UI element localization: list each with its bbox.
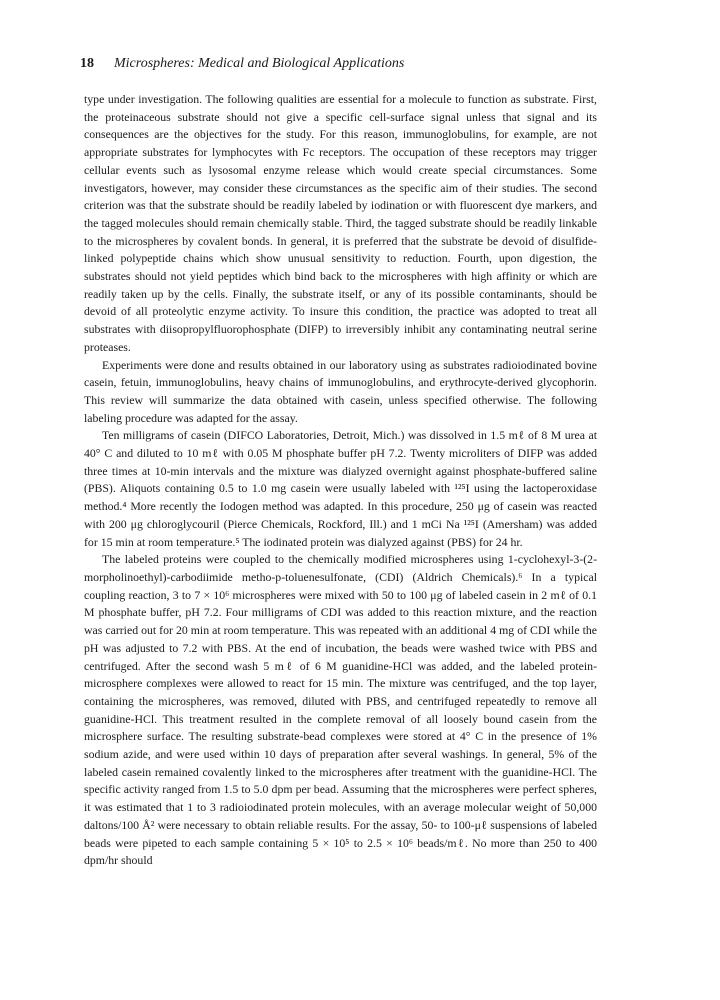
book-title: Microspheres: Medical and Biological Applications [114, 56, 405, 71]
running-head [80, 55, 610, 73]
paragraph-substrate-criteria: type under investigation. The following qualities are essential for a molecule to function as substrate. First, the proteinaceous substrate should not give a specific cell-surface signal unless that signal and its consequences are the objectives for the study. For this reason, immunoglobulins, for example, are not appropriate substrates for lymphocytes with Fc receptors. The occupation of these receptors may trigger cellular events such as lysosomal enzyme release which would create special circumstances. Some investigators, however, may consider these circumstances as the specific aim of their studies. The second criterion was that the substrate should be readily labeled by iodination or with fluorescent dye markers, and the tagged molecules should remain chemically stable. Third, the tagged substrate should be readily linkable to the microspheres by covalent bonds. In general, it is preferred that the substrate be devoid of disulfide-linked polypeptide chains which show unusual sensitivity to reduction. Fourth, upon digestion, the substrates should not yield peptides which bind back to the microspheres with high affinity or which are readily taken up by the cells. Finally, the substrate itself, or any of its possible contaminants, should be devoid of all proteolytic enzyme activity. To insure this condition, the practice was adopted to treat all substrates with diisopropylfluorophosphate (DIFP) to irreversibly inhibit any contaminating neutral serine proteases. [84, 92, 597, 354]
paragraph-coupling-procedure: The labeled proteins were coupled to the chemically modified microspheres using 1-cyclohexyl-3-(2-morpholinoethyl)-carbodiimide metho-p-toluenesulfonate, (CDI) (Aldrich Chemicals).⁶ In a typical coupling reaction, 3 to 7 × 10⁶ microspheres were mixed with 50 to 100 μg of labeled casein in 2 mℓ of 0.1 M phosphate buffer, pH 7.2. Four milligrams of CDI was added to this reaction mixture, and the reaction was carried out for 20 min at room temperature. This was repeated with an additional 4 mg of CDI while the pH was adjusted to 7.2 with PBS. At the end of incubation, the beads were washed twice with PBS and centrifuged. After the second wash 5 mℓ of 6 M guanidine-HCl was added, and the labeled protein-microsphere complexes were allowed to react for 15 min. The mixture was centrifuged, and the top layer, containing the microspheres, was removed, diluted with PBS, and centrifuged repeatedly to remove all guanidine-HCl. This treatment resulted in the complete removal of all loosely bound casein from the microsphere surface. The resulting substrate-bead complexes were stored at 4° C in the presence of 1% sodium azide, and were used within 10 days of preparation after several washings. In general, 5% of the labeled casein remained covalently linked to the microspheres after treatment with the guanidine-HCl. The specific activity ranged from 1.5 to 5.0 dpm per bead. Assuming that the microspheres were perfect spheres, it was estimated that 1 to 3 radioiodinated protein molecules, with an average molecular weight of 50,000 daltons/100 Å² were necessary to obtain reliable results. For the assay, 50- to 100-μℓ suspensions of labeled beads were pipeted to each sample containing 5 × 10⁵ to 2.5 × 10⁶ beads/mℓ. No more than 250 to 400 dpm/hr should [84, 552, 597, 868]
page-number: 18 [80, 56, 94, 71]
paragraph-labeling-procedure: Ten milligrams of casein (DIFCO Laboratories, Detroit, Mich.) was dissolved in 1.5 mℓ of 8 M urea at 40° C and diluted to 10 mℓ with 0.05 M phosphate buffer pH 7.2. Twenty microliters of DIFP was added three times at 10-min intervals and the mixture was dialyzed overnight against phosphate-buffered saline (PBS). Aliquots containing 0.5 to 1.0 mg casein were usually labeled with ¹²⁵I using the lactoperoxidase method.⁴ More recently the Iodogen method was adapted. In this procedure, 250 μg of casein was reacted with 200 μg chloroglycouril (Pierce Chemicals, Rockford, Ill.) and 1 mCi Na ¹²⁵I (Amersham) was added for 15 min at room temperature.⁵ The iodinated protein was dialyzed against (PBS) for 24 hr. [84, 428, 597, 549]
body-text [84, 91, 597, 870]
paragraph-experiments: Experiments were done and results obtained in our laboratory using as substrates radioiodinated bovine casein, fetuin, immunoglobulins, heavy chains of immunoglobulins, and erythrocyte-derived glycophorin. This review will summarize the data obtained with casein, unless specified otherwise. The following labeling procedure was adapted for the assay. [84, 357, 597, 425]
